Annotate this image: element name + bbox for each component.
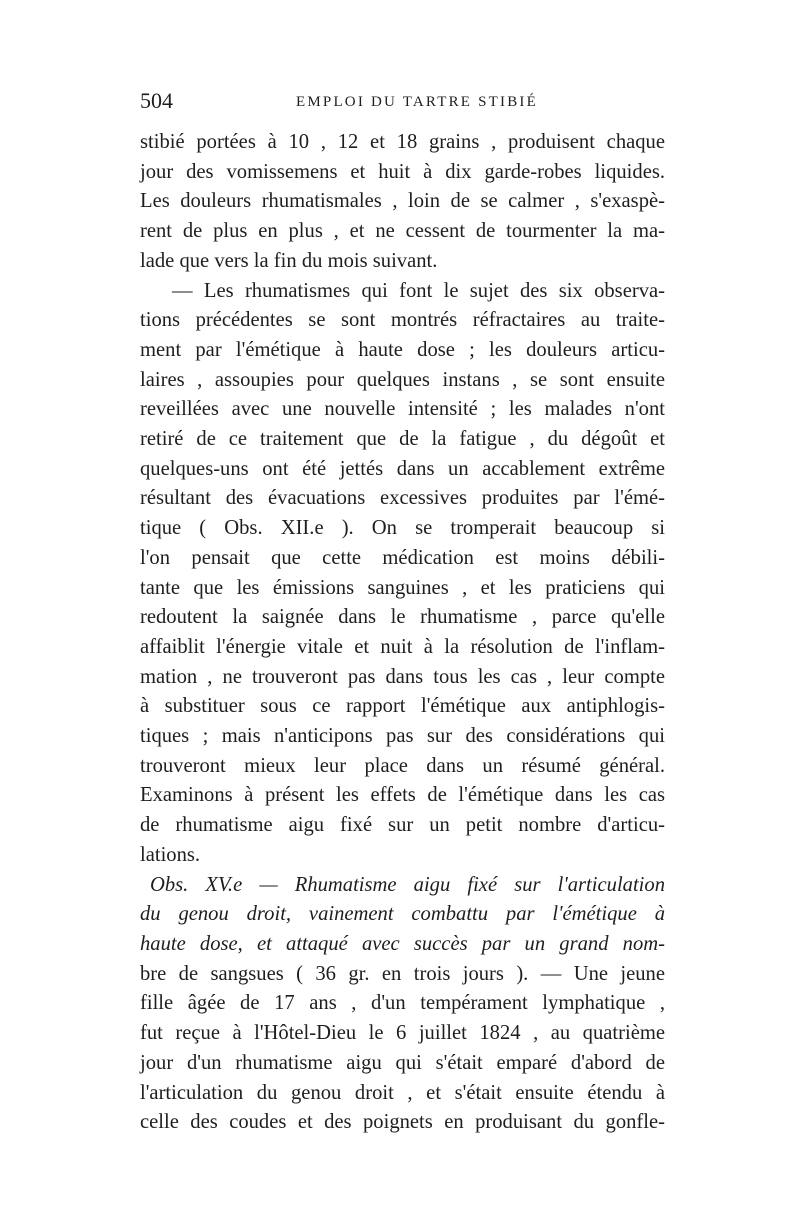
text-line: — Les rhumatismes qui font le sujet des six observa- xyxy=(172,279,665,302)
text-line: tiques ; mais n'anticipons pas sur des considérations qui xyxy=(140,725,665,748)
text-line: Les douleurs rhumatismales , loin de se calmer , s'exaspè- xyxy=(140,190,665,213)
text-line: trouveront mieux leur place dans un résumé général. xyxy=(140,754,665,777)
text-line: laires , assoupies pour quelques instans , se sont ensuite xyxy=(140,368,665,391)
text-line: l'on pensait que cette médication est moins débili- xyxy=(140,546,665,569)
text-line: Examinons à présent les effets de l'émétique dans les cas xyxy=(140,784,665,807)
text-line: fut reçue à l'Hôtel-Dieu le 6 juillet 1824 , au quatrième xyxy=(140,1022,665,1045)
observation-heading-line: Obs. XV.e — Rhumatisme aigu fixé sur l'articulation xyxy=(150,873,665,896)
text-line: lations. xyxy=(140,843,201,866)
page-number: 504 xyxy=(140,88,173,113)
text-line: l'articulation du genou droit , et s'était ensuite étendu à xyxy=(140,1081,665,1104)
text-line: de rhumatisme aigu fixé sur un petit nombre d'articu- xyxy=(140,814,665,837)
text-line: stibié portées à 10 , 12 et 18 grains , produisent chaque xyxy=(140,131,665,153)
text-line: affaiblit l'énergie vitale et nuit à la résolution de l'inflam- xyxy=(140,635,665,658)
observation-heading-line: haute dose, et attaqué avec succès par un grand nom- xyxy=(140,932,665,955)
text-line: à substituer sous ce rapport l'émétique aux antiphlogis- xyxy=(140,695,665,718)
text-line: mation , ne trouveront pas dans tous les cas , leur compte xyxy=(140,665,665,688)
text-line: quelques-uns ont été jettés dans un accablement extrême xyxy=(140,457,665,480)
text-line: tions précédentes se sont montrés réfractaires au traite- xyxy=(140,309,665,332)
text-line: reveillées avec une nouvelle intensité ; les malades n'ont xyxy=(140,398,665,421)
text-line: fille âgée de 17 ans , d'un tempérament lymphatique , xyxy=(140,992,665,1015)
observation-heading-line: du genou droit, vainement combattu par l'émétique à xyxy=(140,903,665,926)
book-page xyxy=(140,88,665,1138)
text-line: jour d'un rhumatisme aigu qui s'était emparé d'abord de xyxy=(140,1051,665,1074)
running-title: EMPLOI DU TARTRE STIBIÉ xyxy=(296,94,538,110)
text-line: celle des coudes et des poignets en produisant du gonfle- xyxy=(140,1111,665,1134)
running-head xyxy=(140,88,665,128)
text-line: tante que les émissions sanguines , et les praticiens qui xyxy=(140,576,665,599)
text-line: résultant des évacuations excessives produites par l'émé- xyxy=(140,487,665,510)
text-line: retiré de ce traitement que de la fatigue , du dégoût et xyxy=(140,428,665,451)
text-line: redoutent la saignée dans le rhumatisme , parce qu'elle xyxy=(140,606,665,629)
text-line: jour des vomissemens et huit à dix garde-robes liquides. xyxy=(140,160,665,183)
text-line: tique ( Obs. XII.e ). On se tromperait beaucoup si xyxy=(140,517,665,540)
text-line: lade que vers la fin du mois suivant. xyxy=(140,249,438,272)
text-line: rent de plus en plus , et ne cessent de tourmenter la ma- xyxy=(140,220,665,243)
text-line: ment par l'émétique à haute dose ; les douleurs articu- xyxy=(140,338,665,361)
body-text xyxy=(140,128,665,1138)
text-line: bre de sangsues ( 36 gr. en trois jours ). — Une jeune xyxy=(140,962,665,985)
